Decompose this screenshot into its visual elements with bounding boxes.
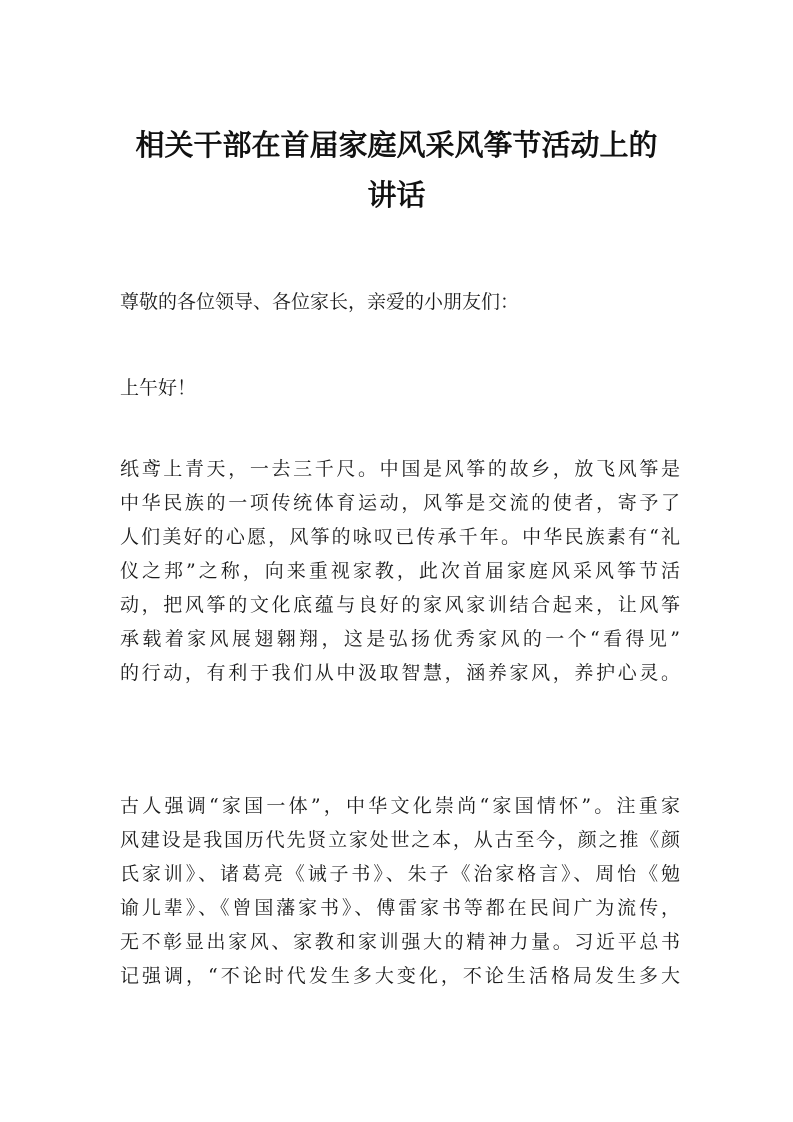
- title-line-2: 讲话: [367, 178, 426, 212]
- paragraph-line: 纸鸢上青天，一去三千尺。中国是风筝的故乡，放飞风筝是: [120, 458, 680, 480]
- paragraph-line: 动，把风筝的文化底蕴与良好的家风家训结合起来，让风筝: [120, 594, 680, 616]
- salutation-paragraph: [120, 285, 680, 319]
- paragraph-line: 氏家训》、诸葛亮《诫子书》、朱子《治家格言》、周怡《勉: [120, 863, 680, 885]
- greeting-paragraph: [120, 371, 680, 405]
- greeting-text: 上午好！: [120, 377, 197, 399]
- paragraph-line: 人们美好的心愿，风筝的咏叹已传承千年。中华民族素有“礼: [120, 526, 680, 548]
- paragraph-line: 仪之邦”之称，向来重视家教，此次首届家庭风采风筝节活: [120, 560, 680, 582]
- body-paragraph-2: [120, 789, 680, 993]
- paragraph-line: 记强调，“不论时代发生多大变化，不论生活格局发生多大: [120, 965, 680, 987]
- paragraph-line: 风建设是我国历代先贤立家处世之本，从古至今，颜之推《颜: [120, 829, 680, 851]
- body-paragraph-1: [120, 452, 680, 690]
- title-line-1: 相关干部在首届家庭风采风筝节活动上的: [135, 128, 658, 162]
- paragraph-line: 古人强调“家国一体”，中华文化崇尚“家国情怀”。注重家: [120, 795, 680, 817]
- salutation-text: 尊敬的各位领导、各位家长，亲爱的小朋友们：: [120, 291, 520, 313]
- paragraph-line: 谕儿辈》、《曾国藩家书》、傅雷家书等都在民间广为流传，: [120, 897, 680, 919]
- paragraph-line: 承载着家风展翅翱翔，这是弘扬优秀家风的一个“看得见”: [120, 628, 680, 650]
- paragraph-line: 的行动，有利于我们从中汲取智慧，涵养家风，养护心灵。: [120, 662, 680, 684]
- document-title: [100, 120, 693, 220]
- paragraph-line: 无不彰显出家风、家教和家训强大的精神力量。习近平总书: [120, 931, 680, 953]
- paragraph-line: 中华民族的一项传统体育运动，风筝是交流的使者，寄予了: [120, 492, 680, 514]
